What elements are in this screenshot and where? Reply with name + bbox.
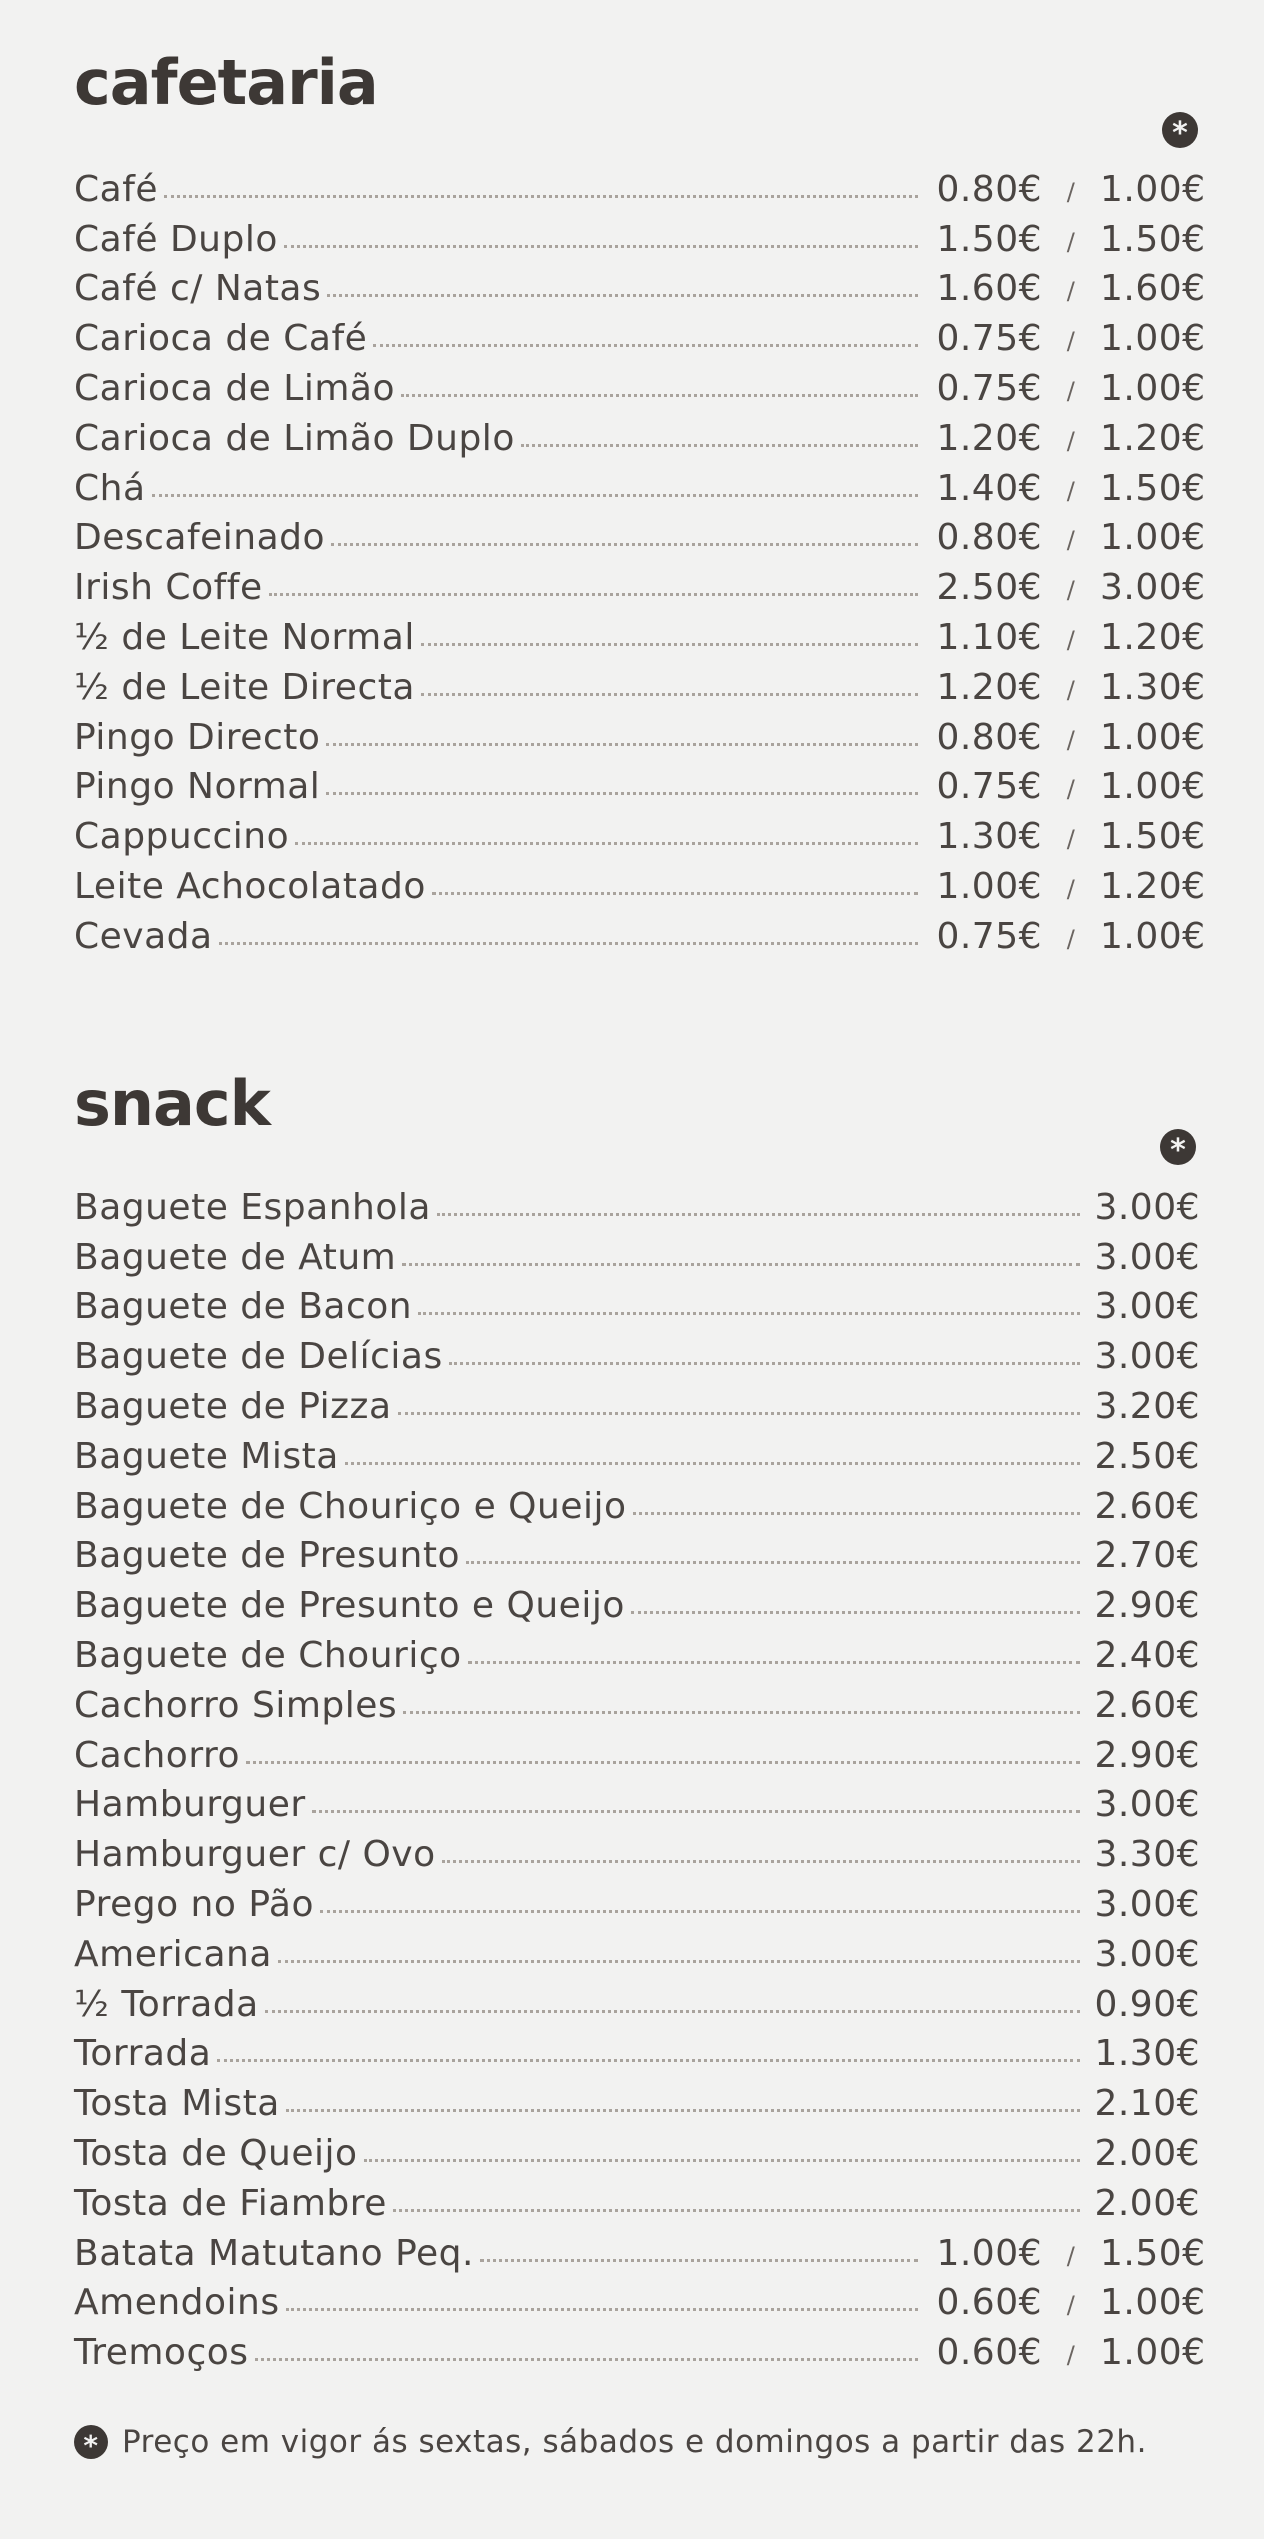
dot-leader xyxy=(255,2358,918,2361)
menu-item-price: 2.60€ xyxy=(1094,1485,1200,1527)
menu-item xyxy=(74,1576,1200,1626)
menu-item xyxy=(74,1825,1200,1875)
menu-item-name: Leite Achocolatado xyxy=(74,865,426,907)
menu-item-price-weekend: 1.50€ xyxy=(1100,218,1206,260)
cafetaria-menu-list xyxy=(74,160,1206,957)
dot-leader xyxy=(466,1561,1080,1564)
price-separator: / xyxy=(1066,625,1076,654)
dot-leader xyxy=(312,1810,1080,1813)
snack-menu-list xyxy=(74,1178,1206,2374)
menu-item xyxy=(74,2025,1200,2075)
price-separator: / xyxy=(1066,874,1076,903)
menu-item-price: 0.90€ xyxy=(1094,1983,1200,2025)
menu-item xyxy=(74,1527,1200,1577)
dot-leader xyxy=(327,294,918,297)
menu-item-name: Cevada xyxy=(74,915,213,957)
price-separator: / xyxy=(1066,725,1076,754)
menu-item-price: 3.00€ xyxy=(1094,1883,1200,1925)
menu-item xyxy=(74,1676,1200,1726)
dot-leader xyxy=(401,394,918,397)
menu-item xyxy=(74,160,1206,210)
menu-item-price-weekend: 1.20€ xyxy=(1100,616,1206,658)
price-separator: / xyxy=(1066,924,1076,953)
dot-leader xyxy=(331,543,918,546)
menu-item-name: ½ Torrada xyxy=(74,1983,259,2025)
menu-item-price: 0.80€ xyxy=(936,168,1042,210)
price-separator: / xyxy=(1066,576,1076,605)
menu-item xyxy=(74,2174,1200,2224)
menu-item xyxy=(74,1477,1200,1527)
menu-item xyxy=(74,2274,1206,2324)
menu-item-price: 1.40€ xyxy=(936,467,1042,509)
menu-item-price-weekend: 1.00€ xyxy=(1100,517,1206,559)
dot-leader xyxy=(164,195,918,198)
dot-leader xyxy=(393,2209,1080,2212)
menu-item-name: Baguete de Pizza xyxy=(74,1385,392,1427)
dot-leader xyxy=(246,1761,1080,1764)
menu-item-name: Baguete de Delícias xyxy=(74,1336,443,1378)
menu-item xyxy=(74,1178,1200,1228)
menu-item xyxy=(74,1377,1200,1427)
footer-note-text: Preço em vigor ás sextas, sábados e domingos a partir das 22h. xyxy=(122,2424,1147,2460)
menu-item-price-weekend: 3.00€ xyxy=(1100,567,1206,609)
menu-item xyxy=(74,459,1206,509)
menu-item-price: 2.50€ xyxy=(1094,1435,1200,1477)
dot-leader xyxy=(398,1412,1081,1415)
price-separator: / xyxy=(1066,675,1076,704)
menu-item xyxy=(74,807,1206,858)
menu-item-price: 2.40€ xyxy=(1094,1634,1200,1676)
menu-item xyxy=(74,608,1206,658)
dot-leader xyxy=(421,693,918,696)
menu-item-name: Carioca de Limão Duplo xyxy=(74,417,515,459)
menu-item-price: 3.00€ xyxy=(1094,1933,1200,1975)
menu-item-name: Hamburguer xyxy=(74,1784,306,1826)
menu-item-name: Americana xyxy=(74,1933,272,1975)
menu-item xyxy=(74,1925,1200,1975)
dot-leader xyxy=(295,842,918,845)
dot-leader xyxy=(633,1512,1080,1515)
menu-item-price: 3.00€ xyxy=(1094,1784,1200,1826)
menu-item-name: ½ de Leite Normal xyxy=(74,616,415,658)
menu-item-name: Batata Matutano Peq. xyxy=(74,2232,474,2274)
menu-item-price-weekend: 1.00€ xyxy=(1100,168,1206,210)
menu-item-price-weekend: 1.00€ xyxy=(1100,367,1206,409)
menu-item-name: Baguete Espanhola xyxy=(74,1186,431,1228)
menu-item-price: 0.75€ xyxy=(936,766,1042,808)
menu-item-price-weekend: 1.50€ xyxy=(1100,2232,1206,2274)
price-separator: / xyxy=(1066,825,1076,854)
price-separator: / xyxy=(1066,277,1076,306)
menu-item-price: 1.00€ xyxy=(936,865,1042,907)
menu-item-price: 0.80€ xyxy=(936,716,1042,758)
menu-item xyxy=(74,1776,1200,1826)
menu-item-price-weekend: 1.60€ xyxy=(1100,268,1206,310)
menu-item-name: Cappuccino xyxy=(74,816,290,858)
menu-item xyxy=(74,1327,1200,1377)
menu-item-price-weekend: 1.00€ xyxy=(1100,915,1206,957)
price-separator: / xyxy=(1066,327,1076,356)
menu-item-price: 1.60€ xyxy=(936,268,1042,310)
asterisk-icon: * xyxy=(1162,112,1198,148)
price-separator: / xyxy=(1066,177,1076,206)
menu-item xyxy=(74,1278,1200,1328)
dot-leader xyxy=(217,2059,1080,2062)
menu-item xyxy=(74,708,1206,758)
menu-item-name: Baguete de Chouriço e Queijo xyxy=(74,1485,627,1527)
dot-leader xyxy=(468,1661,1080,1664)
dot-leader xyxy=(442,1860,1080,1863)
dot-leader xyxy=(286,2308,918,2311)
menu-item-name: Hamburguer c/ Ovo xyxy=(74,1834,436,1876)
menu-item-price: 2.10€ xyxy=(1094,2083,1200,2125)
dot-leader xyxy=(326,743,918,746)
dot-leader xyxy=(402,1263,1080,1266)
section-title-cafetaria: cafetaria xyxy=(74,46,378,119)
dot-leader xyxy=(278,1960,1080,1963)
menu-item-price: 1.20€ xyxy=(936,666,1042,708)
menu-item xyxy=(74,1726,1200,1776)
dot-leader xyxy=(449,1362,1080,1365)
price-separator: / xyxy=(1066,2241,1076,2270)
menu-item-name: Baguete de Atum xyxy=(74,1236,397,1278)
menu-item xyxy=(74,2323,1206,2374)
menu-item-price-weekend: 1.20€ xyxy=(1100,865,1206,907)
menu-item-price: 2.60€ xyxy=(1094,1684,1200,1726)
menu-item-price: 3.00€ xyxy=(1094,1186,1200,1228)
menu-item-name: Baguete Mista xyxy=(74,1435,339,1477)
menu-item-price: 0.60€ xyxy=(936,2332,1042,2374)
menu-item xyxy=(74,1427,1200,1477)
menu-item-name: Chá xyxy=(74,467,146,509)
menu-item-name: Baguete de Chouriço xyxy=(74,1634,462,1676)
menu-item-name: Carioca de Limão xyxy=(74,367,395,409)
menu-item-name: Carioca de Café xyxy=(74,318,368,360)
menu-item xyxy=(74,309,1206,360)
menu-item xyxy=(74,260,1206,310)
price-separator: / xyxy=(1066,426,1076,455)
menu-item xyxy=(74,758,1206,808)
menu-item-name: Amendoins xyxy=(74,2282,280,2324)
menu-item-price: 2.90€ xyxy=(1094,1734,1200,1776)
price-separator: / xyxy=(1066,227,1076,256)
menu-item-price: 2.50€ xyxy=(936,567,1042,609)
menu-item-name: Irish Coffe xyxy=(74,567,263,609)
menu-item xyxy=(74,409,1206,459)
price-separator: / xyxy=(1066,526,1076,555)
menu-item xyxy=(74,1228,1200,1278)
footer-note xyxy=(74,2424,1147,2460)
menu-item-name: Pingo Normal xyxy=(74,766,321,808)
menu-item-price: 3.00€ xyxy=(1094,1336,1200,1378)
dot-leader xyxy=(345,1462,1080,1465)
menu-item xyxy=(74,2224,1206,2274)
dot-leader xyxy=(437,1213,1080,1216)
menu-item-price: 3.20€ xyxy=(1094,1385,1200,1427)
price-separator: / xyxy=(1066,376,1076,405)
menu-item-price: 0.60€ xyxy=(936,2282,1042,2324)
dot-leader xyxy=(432,892,918,895)
dot-leader xyxy=(373,344,918,347)
menu-item xyxy=(74,558,1206,609)
menu-item-name: Baguete de Bacon xyxy=(74,1286,413,1328)
dot-leader xyxy=(418,1312,1080,1315)
dot-leader xyxy=(284,245,918,248)
menu-item-price-weekend: 1.00€ xyxy=(1100,2332,1206,2374)
menu-item-name: Pingo Directo xyxy=(74,716,321,758)
menu-item-price: 3.30€ xyxy=(1094,1834,1200,1876)
menu-item-price: 1.10€ xyxy=(936,616,1042,658)
menu-item-price: 0.80€ xyxy=(936,517,1042,559)
menu-item-price: 2.90€ xyxy=(1094,1585,1200,1627)
menu-item xyxy=(74,509,1206,559)
menu-item-price: 1.30€ xyxy=(1094,2033,1200,2075)
menu-item-price-weekend: 1.00€ xyxy=(1100,716,1206,758)
menu-item-name: Café xyxy=(74,168,159,210)
dot-leader xyxy=(326,792,918,795)
menu-item-price: 1.00€ xyxy=(936,2232,1042,2274)
asterisk-icon: * xyxy=(1160,1129,1196,1165)
menu-item-name: Tosta Mista xyxy=(74,2083,280,2125)
menu-item-price: 0.75€ xyxy=(936,915,1042,957)
menu-item-price: 3.00€ xyxy=(1094,1286,1200,1328)
menu-item-name: Café Duplo xyxy=(74,218,278,260)
menu-item-price-weekend: 1.50€ xyxy=(1100,816,1206,858)
dot-leader xyxy=(320,1910,1080,1913)
menu-item-name: Cachorro xyxy=(74,1734,241,1776)
dot-leader xyxy=(364,2159,1080,2162)
price-separator: / xyxy=(1066,476,1076,505)
menu-item xyxy=(74,1626,1200,1676)
price-separator: / xyxy=(1066,2291,1076,2320)
asterisk-icon: * xyxy=(74,2425,108,2459)
menu-item-name: Prego no Pão xyxy=(74,1883,315,1925)
dot-leader xyxy=(480,2259,918,2262)
menu-item-name: Café c/ Natas xyxy=(74,268,322,310)
menu-item xyxy=(74,210,1206,260)
menu-item-price: 1.50€ xyxy=(936,218,1042,260)
menu-item-price: 2.00€ xyxy=(1094,2132,1200,2174)
menu-item-name: Baguete de Presunto e Queijo xyxy=(74,1585,625,1627)
menu-item-name: Tremoços xyxy=(74,2332,249,2374)
menu-item-name: Baguete de Presunto xyxy=(74,1535,460,1577)
dot-leader xyxy=(152,494,918,497)
dot-leader xyxy=(403,1711,1080,1714)
menu-item-price-weekend: 1.00€ xyxy=(1100,766,1206,808)
menu-item-name: Torrada xyxy=(74,2033,212,2075)
menu-item-price-weekend: 1.50€ xyxy=(1100,467,1206,509)
menu-item xyxy=(74,658,1206,708)
menu-item-price-weekend: 1.30€ xyxy=(1100,666,1206,708)
menu-item-price: 0.75€ xyxy=(936,367,1042,409)
menu-item xyxy=(74,1975,1200,2025)
section-title-snack: snack xyxy=(74,1067,270,1140)
dot-leader xyxy=(631,1611,1080,1614)
menu-item-price-weekend: 1.00€ xyxy=(1100,318,1206,360)
menu-item-name: Tosta de Fiambre xyxy=(74,2182,387,2224)
menu-item xyxy=(74,2124,1200,2174)
dot-leader xyxy=(265,2010,1080,2013)
menu-item-price: 2.70€ xyxy=(1094,1535,1200,1577)
dot-leader xyxy=(219,942,918,945)
menu-item xyxy=(74,1875,1200,1925)
dot-leader xyxy=(421,643,918,646)
menu-item-price: 1.20€ xyxy=(936,417,1042,459)
dot-leader xyxy=(286,2109,1080,2112)
menu-item-name: Cachorro Simples xyxy=(74,1684,398,1726)
menu-item-price: 2.00€ xyxy=(1094,2182,1200,2224)
menu-item-price: 1.30€ xyxy=(936,816,1042,858)
menu-item xyxy=(74,857,1206,907)
menu-item xyxy=(74,907,1206,957)
menu-item-price-weekend: 1.00€ xyxy=(1100,2282,1206,2324)
menu-item-name: Tosta de Queijo xyxy=(74,2132,358,2174)
dot-leader xyxy=(269,593,918,596)
menu-item-name: Descafeinado xyxy=(74,517,326,559)
menu-item-price-weekend: 1.20€ xyxy=(1100,417,1206,459)
menu-item xyxy=(74,2074,1200,2124)
dot-leader xyxy=(521,444,918,447)
menu-item xyxy=(74,359,1206,409)
menu-item-price: 0.75€ xyxy=(936,318,1042,360)
price-separator: / xyxy=(1066,775,1076,804)
menu-item-name: ½ de Leite Directa xyxy=(74,666,415,708)
menu-item-price: 3.00€ xyxy=(1094,1236,1200,1278)
price-separator: / xyxy=(1066,2341,1076,2370)
